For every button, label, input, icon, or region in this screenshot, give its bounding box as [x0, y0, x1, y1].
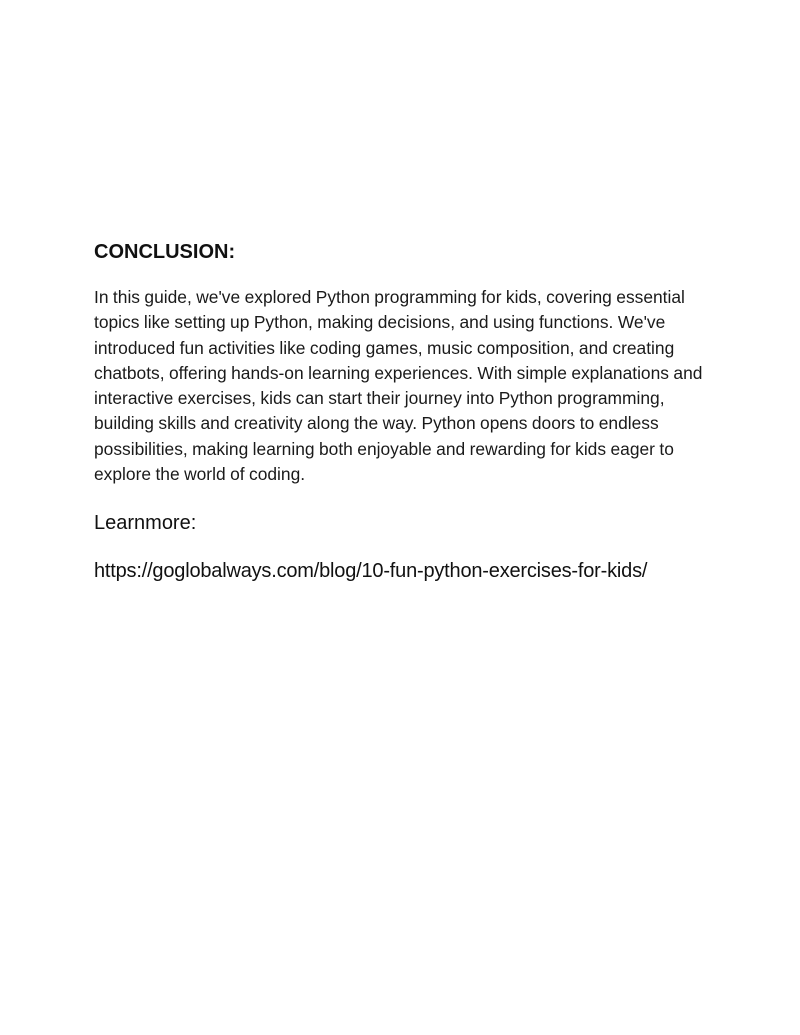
conclusion-section: [94, 238, 714, 585]
conclusion-paragraph: In this guide, we've explored Python programming for kids, covering essential topics like setting up Python, making decisions, and using functions. We've introduced fun activities like coding games, music composition, and creating chatbots, offering hands-on learning experiences. With simple explanations and interactive exercises, kids can start their journey into Python programming, building skills and creativity along the way. Python opens doors to endless possibilities, making learning both enjoyable and rewarding for kids eager to explore the world of coding.: [94, 287, 703, 485]
section-heading: CONCLUSION:: [94, 241, 236, 263]
learn-more-label: Learnmore:: [94, 512, 197, 535]
learn-more-link[interactable]: https://goglobalways.com/blog/10-fun-python-exercises-for-kids/: [94, 560, 648, 583]
